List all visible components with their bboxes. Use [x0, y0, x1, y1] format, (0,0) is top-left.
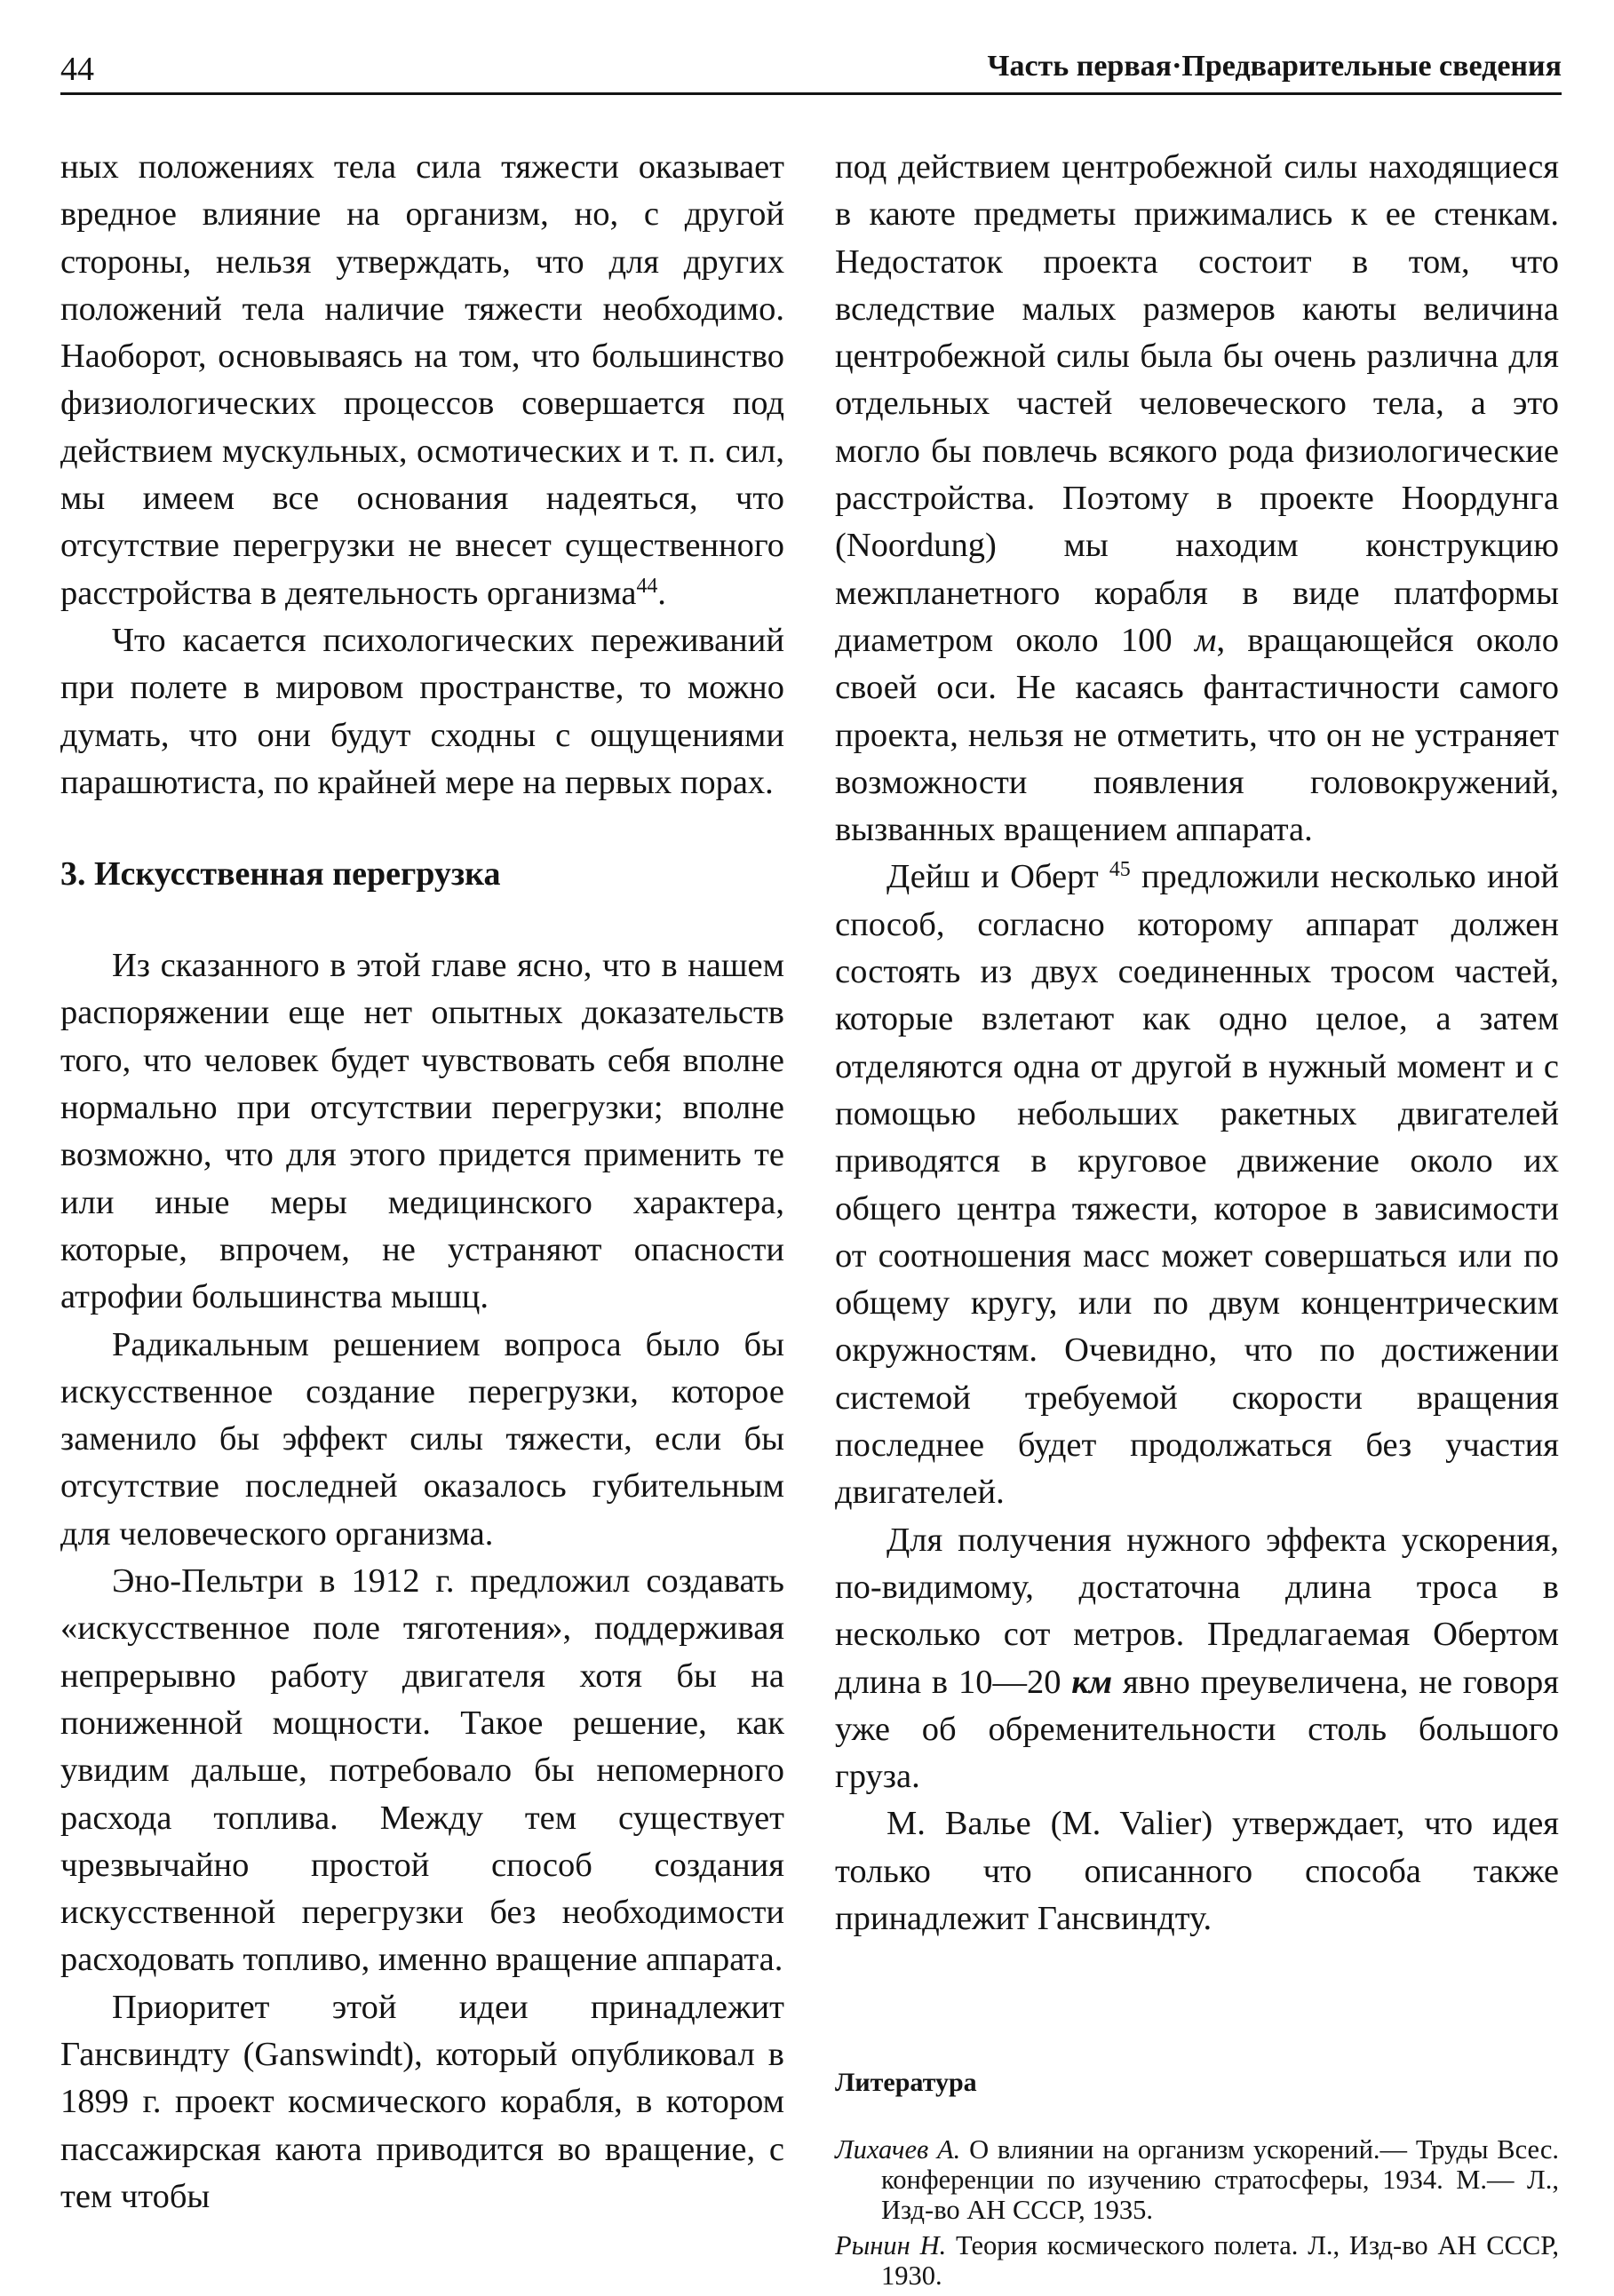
header-rule	[60, 92, 1562, 95]
paragraph-continued	[60, 144, 784, 617]
paragraph-text: ных положениях тела сила тяжести оказывает вредное влияние на организм, но, с другой стороны, нельзя утверждать, что для других положений тела наличие тяжести необходимо. Наоборот, основываясь на том, что большинство физиологических процессов совершается под действием мускульных, осмотических и т. п. сил, мы имеем все основания надеяться, что отсутствие перегрузки не внесет существенного расстройства в деятельность организма	[60, 148, 784, 612]
paragraph-text: явно преувеличена, не говоря уже об обременительности столь большого груза.	[835, 1663, 1560, 1796]
paragraph-noordung	[835, 144, 1559, 854]
paragraph-ganswindt: Приоритет этой идеи принадлежит Гансвиндту (Ganswindt), который опубликовал в 1899 г. проект космического корабля, в котором пассажирская каюта приводится во вращение, с тем чтобы	[60, 1988, 784, 2215]
left-column	[60, 144, 784, 2221]
paragraph-psychology: Что касается психологических переживаний при полете в мировом пространстве, то можно думать, что они будут сходны с ощущениями парашютиста, по крайней мере на первых порах.	[60, 621, 784, 801]
bibliography-entry	[835, 2134, 1559, 2225]
section-heading: 3. Искусственная перегрузка	[60, 855, 501, 894]
bibliography-text: Теория космического полета. Л., Изд-во АН СССР, 1930.	[881, 2230, 1560, 2292]
right-column	[835, 144, 1559, 2296]
paragraph-esnault-pelterie: Эно-Пельтри в 1912 г. предложил создавать «искусственное поле тяготения», поддерживая непрерывно работу двигателя хотя бы на пониженной мощности. Такое решение, как увидим дальше, потребовало бы непомерного расхода топлива. Между тем существует чрезвычайно простой способ создания искусственной перегрузки без необходимости расходовать топливо, именно вращение аппарата.	[60, 1562, 784, 1979]
paragraph-text: Для получения нужного эффекта ускорения, по-видимому, достаточна длина троса в несколько сот метров. Предлагаемая Обертом длина в 10—20	[835, 1521, 1559, 1701]
running-title: Часть первая·Предварительные сведения	[987, 50, 1562, 83]
paragraph-tether-length	[835, 1517, 1559, 1801]
paragraph-text: предложили несколько иной способ, согласно которому аппарат должен состоять из двух соединенных тросом частей, которые взлетают как одно целое, а затем отделяются одна от другой в нужный момент и с помощью небольших ракетных двигателей приводятся в круговое движение около их общего центра тяжести, которое в зависимости от соотношения масс может совершаться или по общему кругу, или по двум концентрическим окружностям. Очевидно, что по достижении системой требуемой скорости вращения последнее будет продолжаться без участия двигателей.	[835, 858, 1559, 1512]
unit-kilometers: км	[1071, 1663, 1113, 1701]
running-head	[60, 50, 1562, 96]
paragraph-end: .	[657, 574, 666, 612]
paragraph-deish-oberth	[835, 854, 1559, 1516]
paragraph-text: под действием центробежной силы находящиеся в каюте предметы прижимались к ее стенкам. Недостаток проекта состоит в том, что вследствие малых размеров каюты величина центробежной силы была бы очень различна для отдельных частей человеческого тела, а это могло бы повлечь всякого рода физиологические расстройства. Поэтому в проекте Ноордунга (Noordung) мы находим конструкцию межпланетного корабля в виде платформы диаметром около 100	[835, 148, 1559, 659]
unit-meters: м	[1194, 621, 1217, 659]
paragraph-radical-solution: Радикальным решением вопроса было бы искусственное создание перегрузки, которое заменило бы эффект силы тяжести, если бы отсутствие последней оказалось губительным для человеческого организма.	[60, 1325, 784, 1553]
bibliography-entry	[835, 2230, 1559, 2291]
paragraph-valier: М. Валье (M. Valier) утверждает, что идея только что описанного способа также принадлежит Гансвиндту.	[835, 1805, 1559, 1937]
paragraph-text: Дейш и Оберт	[887, 858, 1099, 896]
bibliography-text: О влиянии на организм ускорений.— Труды Всес. конференции по изучению стратосферы, 1934. М.— Л., Изд-во АН СССР, 1935.	[881, 2134, 1559, 2226]
bibliography	[835, 2134, 1559, 2291]
paragraph-text: , вращающейся около своей оси. Не касаясь фантастичности самого проекта, нельзя не отметить, что он не устраняет возможности появления головокружений, вызванных вращением аппарата.	[835, 621, 1559, 849]
footnote-ref-45: 45	[1109, 858, 1131, 882]
literature-heading: Литература	[835, 2068, 977, 2098]
footnote-ref-44: 44	[636, 574, 658, 598]
bibliography-author: Рынин Н.	[835, 2230, 947, 2261]
page-number: 44	[60, 51, 94, 88]
paragraph-no-evidence: Из сказанного в этой главе ясно, что в нашем распоряжении еще нет опытных доказательств того, что человек будет чувствовать себя вполне нормально при отсутствии перегрузки; вполне возможно, что для этого придется применить те или иные меры медицинского характера, которые, впрочем, не устраняют опасности атрофии большинства мышц.	[60, 947, 784, 1316]
bibliography-author: Лихачев А.	[835, 2134, 961, 2165]
